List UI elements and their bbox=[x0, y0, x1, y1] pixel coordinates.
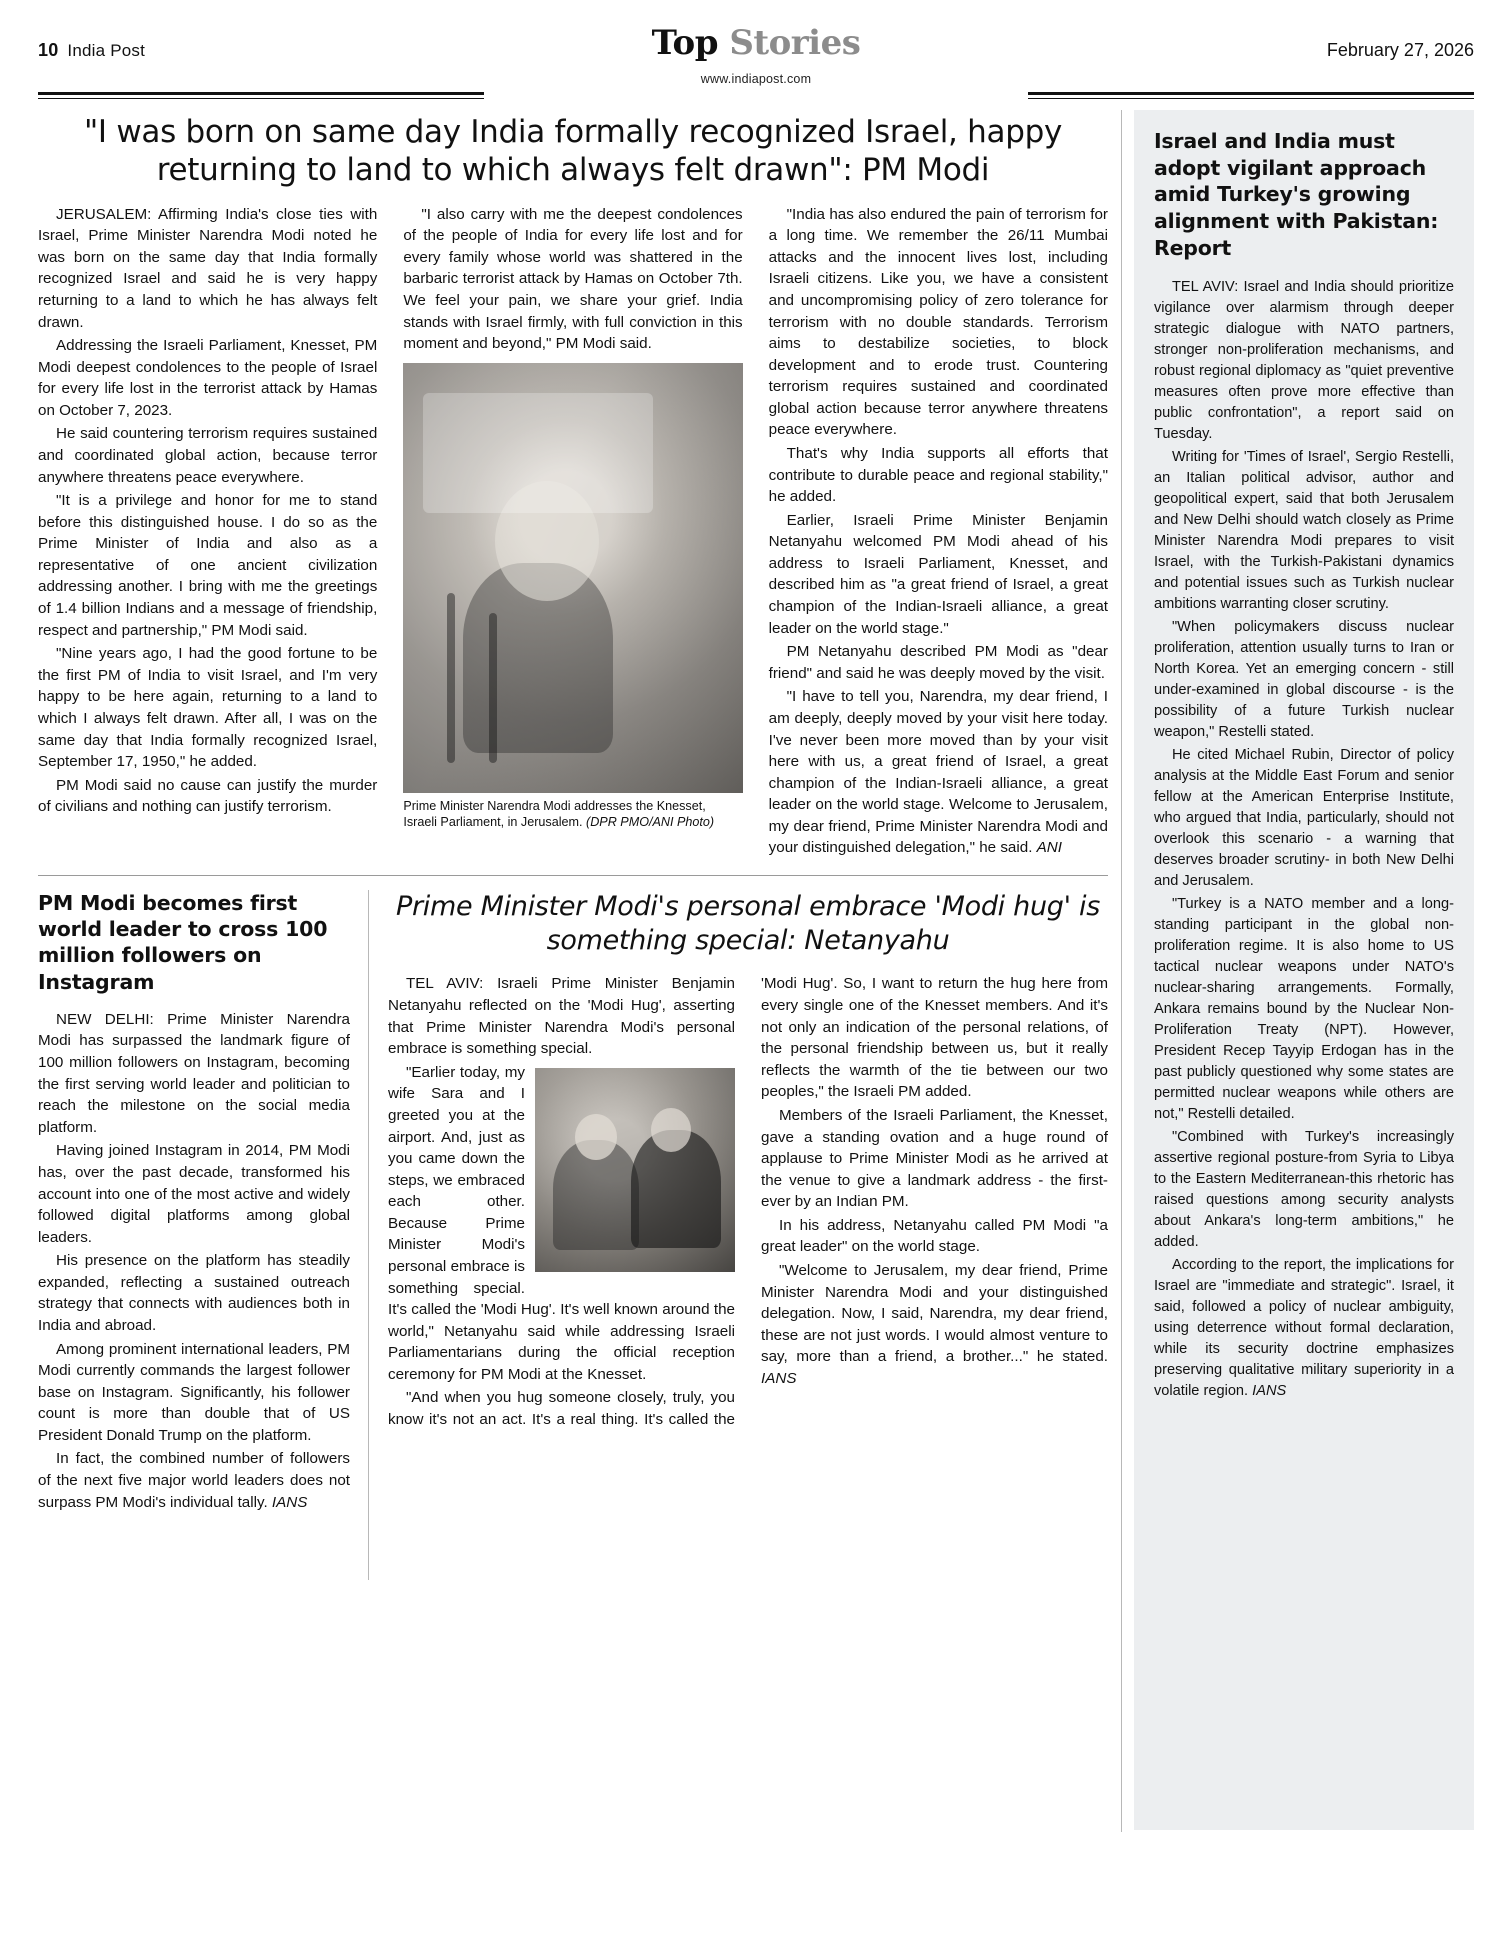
caption-text: Prime Minister Narendra Modi addresses the Knesset, Israeli Parliament, in Jerusalem. bbox=[403, 798, 706, 830]
lead-story-columns bbox=[38, 204, 1108, 859]
caption-credit: (DPR PMO/ANI Photo) bbox=[586, 815, 715, 830]
masthead-left bbox=[38, 40, 145, 61]
lead-paragraph: PM Netanyahu described PM Modi as "dear friend" and said he was deeply moved by the visit. bbox=[768, 643, 1108, 682]
left-zone bbox=[38, 110, 1108, 1511]
lead-photo-figure bbox=[403, 363, 742, 831]
sidebar-paragraph: Writing for 'Times of Israel', Sergio Restelli, an Italian political advisor, author and geopolitical expert, said that both Jerusalem and New Delhi should watch closely as Prime Minister Narendra Modi prepares to visit Israel, with the Turkish-Pakistani dynamics and potential issues such as Turkish nuclear ambitions warranting closer scrutiny. bbox=[1154, 449, 1454, 613]
instagram-agency: IANS bbox=[271, 1493, 308, 1511]
hug-agency: IANS bbox=[761, 1369, 797, 1387]
masthead-center bbox=[546, 23, 966, 86]
lead-paragraph: Earlier, Israeli Prime Minister Benjamin Netanyahu welcomed PM Modi ahead of his address to Israeli Parliament, Knesset, and described him as "a great friend of Israel, a great champion of the Indian-Israeli alliance, a great leader on the world stage." bbox=[768, 511, 1108, 637]
instagram-paragraph-text: In fact, the combined number of followers of the next five major world leaders does not surpass PM Modi's individual tally. bbox=[38, 1450, 350, 1511]
lead-paragraph-final bbox=[769, 686, 1108, 859]
rail-divider bbox=[1121, 110, 1122, 1832]
lead-paragraph: He said countering terrorism requires sustained and coordinated global action, because terror anywhere threatens peace everywhere. bbox=[38, 425, 378, 486]
instagram-story bbox=[38, 890, 350, 1515]
sidebar-paragraph: "Combined with Turkey's increasingly assertive regional posture-from Syria to Libya to the Eastern Mediterranean-this rhetoric has raised questions among security analysts about Ankara's long-term ambitions," he added. bbox=[1154, 1129, 1454, 1251]
lead-paragraph: "It is a privilege and honor for me to stand before this distinguished house. I do so as the Prime Minister of India and also as a representative of one ancient civilization addressing another. I bring with me the greetings of 1.4 billion Indians and a message of friendship, respect and partnership," PM Modi said. bbox=[38, 492, 378, 639]
hug-paragraph: TEL AVIV: Israeli Prime Minister Benjamin Netanyahu reflected on the 'Modi Hug', asserting that Prime Minister Narendra Modi's personal embrace is something special. bbox=[388, 975, 735, 1058]
hug-paragraph-text: "Earlier today, my wife Sara and I greeted you at the airport. And, just as you came down the steps, we embraced each other. Because Prime Minister Modi's personal embrace is something special. It's called the 'Modi Hug'. It's well known around the world," Netanyahu said while addressing Israeli Parliamentarians during the official reception ceremony for PM Modi at the Knesset. bbox=[388, 1063, 735, 1383]
masthead-title-stories: Stories bbox=[729, 23, 861, 63]
masthead-rules bbox=[38, 88, 1474, 102]
masthead bbox=[38, 23, 1474, 88]
masthead-website: www.indiapost.com bbox=[700, 71, 812, 86]
sidebar-paragraph-text: According to the report, the implications for Israel are "immediate and strategic". Israel, it said, followed a policy of nuclear ambiguity, using deterrence without formal declaration, while its security doctrine emphasizes preserving qualitative military superiority in a volatile region. bbox=[1154, 1257, 1454, 1400]
sidebar-paragraph: TEL AVIV: Israel and India should prioritize vigilance over alarmism through deeper strategic dialogue with NATO partners, stronger non-proliferation mechanisms, and robust regional diplomacy as "quiet preventive measures often prove more effective than public confrontation", a report said on Tuesday. bbox=[1154, 279, 1454, 443]
hug-paragraph: "And when you hug someone closely, truly, you know it's not an act. It's a real thing. It's called the 'Modi Hug'. So, I want to return the hug here from every single one of the Knesset members. And it's not only an indication of the personal relations, of the personal friendship between us, but it really reflects the warmth of the tie between our two peoples," the Israeli PM added. bbox=[388, 975, 1108, 1429]
lead-paragraph: "India has also endured the pain of terrorism for a long time. We remember the 26/11 Mumbai attacks and the innocent lives lost, including Israeli citizens. Like you, we have a consistent and uncompromising policy of zero tolerance for terrorism with no double standards. Terrorism aims to destabilize societies, to block development and to erode trust. Countering terrorism requires sustained and coordinated global action because terror anywhere threatens peace everywhere. bbox=[768, 205, 1108, 439]
rule-left-thick bbox=[38, 92, 484, 95]
sidebar-story bbox=[1134, 110, 1474, 1830]
rule-right-thin bbox=[1028, 98, 1474, 99]
instagram-paragraph: Having joined Instagram in 2014, PM Modi has, over the past decade, transformed his account into one of the most active and widely followed digital platforms among global leaders. bbox=[38, 1142, 350, 1246]
lead-photo-caption bbox=[403, 798, 742, 831]
hug-photo-figure bbox=[535, 1068, 735, 1272]
masthead-date: February 27, 2026 bbox=[1326, 40, 1474, 60]
newspaper-page bbox=[0, 23, 1512, 1934]
sidebar-paragraph-final bbox=[1154, 1255, 1454, 1402]
page-number: 10 bbox=[38, 40, 59, 60]
sidebar-paragraph: "When policymakers discuss nuclear proliferation, attention usually turns to Iran or North Korea. Yet an emerging concern - still under-examined in global discourse - is the possibility of a future Turkish nuclear weapon," Restelli stated. bbox=[1154, 619, 1454, 741]
hug-headline: Prime Minister Modi's personal embrace 'Modi hug' is something special: Netanyahu bbox=[396, 890, 1100, 956]
lead-headline: "I was born on same day India formally recognized Israel, happy returning to land to which always felt drawn": PM Modi bbox=[83, 114, 1063, 188]
lead-paragraph: Addressing the Israeli Parliament, Knesset, PM Modi deepest condolences to the people of Israel for every life lost in the terrorist attack by Hamas on October 7, 2023. bbox=[38, 337, 378, 419]
sidebar-paragraph: "Turkey is a NATO member and a long-standing participant in the global non-proliferation regime. It is also home to US tactical nuclear weapons under NATO's nuclear-sharing arrangements. Formally, Ankara remains bound by the Nuclear Non-Proliferation Treaty (NPT). However, President Recep Tayyip Erdogan has in the past publicly questioned why some states are permitted nuclear weapons while others are not," Restelli detailed. bbox=[1154, 896, 1454, 1123]
modi-netanyahu-hug-photo bbox=[535, 1068, 735, 1272]
section-divider bbox=[38, 875, 1108, 876]
hug-story bbox=[388, 890, 1108, 1431]
lead-paragraph: That's why India supports all efforts that contribute to durable peace and regional stability," he added. bbox=[768, 444, 1108, 506]
instagram-headline: PM Modi becomes first world leader to cross 100 million followers on Instagram bbox=[38, 890, 328, 994]
lead-paragraph-text: "I have to tell you, Narendra, my dear friend, I am deeply, deeply moved by your visit here today. I've never been more moved than by your visit here with us, a great friend of Israel, a great champion of the Indian-Israeli alliance, a great leader on the world stage. Welcome to Jerusalem, my dear friend, Prime Minister Narendra Modi and your distinguished delegation," he said. bbox=[768, 688, 1108, 857]
lead-agency: ANI bbox=[1036, 839, 1062, 857]
masthead-title-top: Top bbox=[651, 23, 718, 63]
masthead-title bbox=[546, 23, 966, 63]
pm-modi-knesset-photo bbox=[403, 363, 742, 793]
lead-paragraph: PM Modi said no cause can justify the murder of civilians and nothing can justify terrorism. bbox=[38, 776, 378, 816]
hug-paragraph: Members of the Israeli Parliament, the Knesset, gave a standing ovation and a huge round of applause to Prime Minister Modi as he arrived at the venue to give a landmark address - the first-ever by an Indian PM. bbox=[761, 1106, 1108, 1211]
rule-left-thin bbox=[38, 98, 484, 99]
rule-right-thick bbox=[1028, 92, 1474, 95]
instagram-paragraph: Among prominent international leaders, PM Modi currently commands the largest follower base on Instagram. Significantly, his follower count is more than double that of US President Donald Trump on the platform. bbox=[38, 1340, 350, 1444]
hug-paragraph-final bbox=[761, 1260, 1108, 1389]
sidebar-agency: IANS bbox=[1252, 1383, 1287, 1400]
lead-paragraph: "Nine years ago, I had the good fortune to be the first PM of India to visit Israel, and I'm very happy to be here again, returning to a land to which I always felt drawn. After all, I was on the same day that India formally recognized Israel, September 17, 1950," he added. bbox=[38, 645, 378, 771]
hug-paragraph bbox=[388, 1062, 735, 1386]
hug-paragraph-text: "Welcome to Jerusalem, my dear friend, Prime Minister Narendra Modi and your distinguished delegation. Now, I said, Narendra, my dear friend, these are not just words. I would almost venture to say, more than a friend, a brother..." he stated. bbox=[761, 1261, 1108, 1366]
hug-story-columns bbox=[388, 973, 1108, 1430]
instagram-paragraph-final bbox=[38, 1448, 350, 1513]
instagram-paragraph: His presence on the platform has steadily expanded, reflecting a sustained outreach strategy that connects with audiences both in India and abroad. bbox=[38, 1252, 350, 1334]
publication-name: India Post bbox=[67, 41, 146, 60]
lower-column-divider bbox=[368, 890, 369, 1580]
instagram-paragraph: NEW DELHI: Prime Minister Narendra Modi has surpassed the landmark figure of 100 million followers on Instagram, becoming the first serving world leader and politician to reach the milestone on the social media platform. bbox=[38, 1010, 350, 1136]
hug-paragraph: In his address, Netanyahu called PM Modi "a great leader" on the world stage. bbox=[761, 1216, 1108, 1256]
lead-paragraph: "I also carry with me the deepest condolences of the people of India for every life lost and for every family whose world was shattered in the barbaric terrorist attack by Hamas on October 7th. We feel your pain, we share your grief. India stands with Israel firmly, with full conviction in this moment and beyond," PM Modi said. bbox=[403, 205, 743, 353]
sidebar-headline: Israel and India must adopt vigilant approach amid Turkey's growing alignment with Pakistan: Report bbox=[1154, 129, 1439, 260]
sidebar-paragraph: He cited Michael Rubin, Director of policy analysis at the Middle East Forum and senior fellow at the American Enterprise Institute, who argued that India, particularly, should not overlook this scenario - a warning that deserves broader scrutiny- in both New Delhi and Jerusalem. bbox=[1154, 747, 1454, 890]
lead-paragraph: JERUSALEM: Affirming India's close ties with Israel, Prime Minister Narendra Modi noted he was born on the same day that India formally recognized Israel and said he is very happy returning to a land to which he has always felt drawn. bbox=[38, 205, 378, 331]
